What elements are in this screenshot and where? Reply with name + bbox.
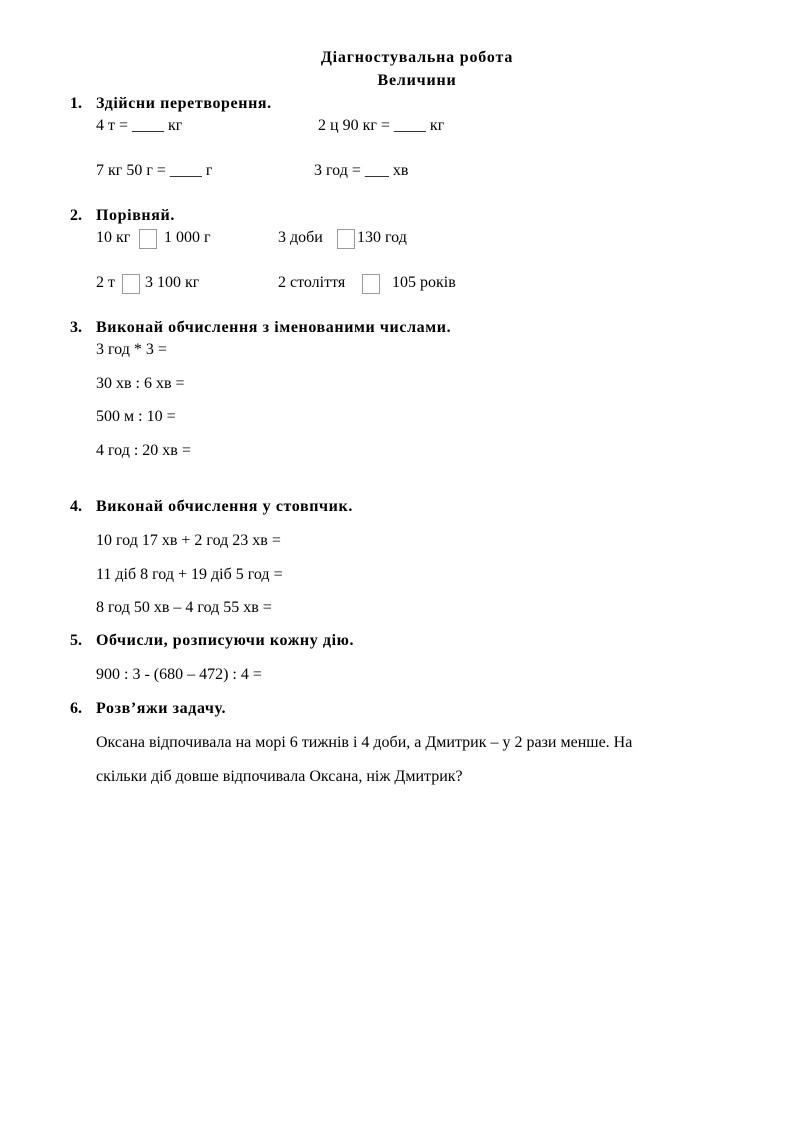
task-6-heading: Розв’яжи задачу. xyxy=(96,700,227,717)
compare-right: 105 років xyxy=(392,274,456,291)
task-5-number: 5. xyxy=(70,632,82,649)
task-2-heading: Порівняй. xyxy=(96,207,175,224)
task-1-number: 1. xyxy=(70,95,82,112)
compare-answer-box[interactable] xyxy=(362,274,380,294)
task-2-number: 2. xyxy=(70,207,82,224)
compare-left: 2 т xyxy=(96,274,115,291)
compare-right: 3 100 кг xyxy=(145,274,200,291)
task-3-item: 3 год * 3 = xyxy=(96,341,167,358)
task-4-item: 8 год 50 хв – 4 год 55 хв = xyxy=(96,599,272,616)
task-3-heading: Виконай обчислення з іменованими числами. xyxy=(96,319,452,336)
task-1-item: 7 кг 50 г = ____ г xyxy=(96,162,213,179)
task-4-item: 11 діб 8 год + 19 діб 5 год = xyxy=(96,566,283,583)
compare-answer-box[interactable] xyxy=(122,274,140,294)
task-3-item: 4 год : 20 хв = xyxy=(96,442,191,459)
page-title: Діагностувальна робота xyxy=(320,49,514,66)
task-1-item: 4 т = ____ кг xyxy=(96,117,183,134)
compare-left: 3 доби xyxy=(278,229,323,246)
task-6-text-line: скільки діб довше відпочивала Оксана, ніж Дмитрик? xyxy=(96,768,463,785)
compare-left: 10 кг xyxy=(96,229,131,246)
page-subtitle: Величини xyxy=(377,72,457,89)
task-3-item: 500 м : 10 = xyxy=(96,408,176,425)
compare-answer-box[interactable] xyxy=(337,229,355,249)
compare-answer-box[interactable] xyxy=(139,229,157,249)
task-6-number: 6. xyxy=(70,700,82,717)
task-5-heading: Обчисли, розписуючи кожну дію. xyxy=(96,632,355,649)
task-1-item: 2 ц 90 кг = ____ кг xyxy=(318,117,445,134)
compare-right: 130 год xyxy=(357,229,407,246)
task-1-heading: Здійсни перетворення. xyxy=(96,95,272,112)
compare-right: 1 000 г xyxy=(164,229,211,246)
task-4-heading: Виконай обчислення у стовпчик. xyxy=(96,498,353,515)
compare-left: 2 століття xyxy=(278,274,346,291)
task-3-number: 3. xyxy=(70,319,82,336)
task-1-item: 3 год = ___ хв xyxy=(314,162,409,179)
task-4-number: 4. xyxy=(70,498,82,515)
task-4-item: 10 год 17 хв + 2 год 23 хв = xyxy=(96,532,281,549)
task-5-expression: 900 : 3 - (680 – 472) : 4 = xyxy=(96,666,262,683)
task-3-item: 30 хв : 6 хв = xyxy=(96,375,185,392)
task-6-text-line: Оксана відпочивала на морі 6 тижнів і 4 доби, а Дмитрик – у 2 рази менше. На xyxy=(96,734,633,751)
